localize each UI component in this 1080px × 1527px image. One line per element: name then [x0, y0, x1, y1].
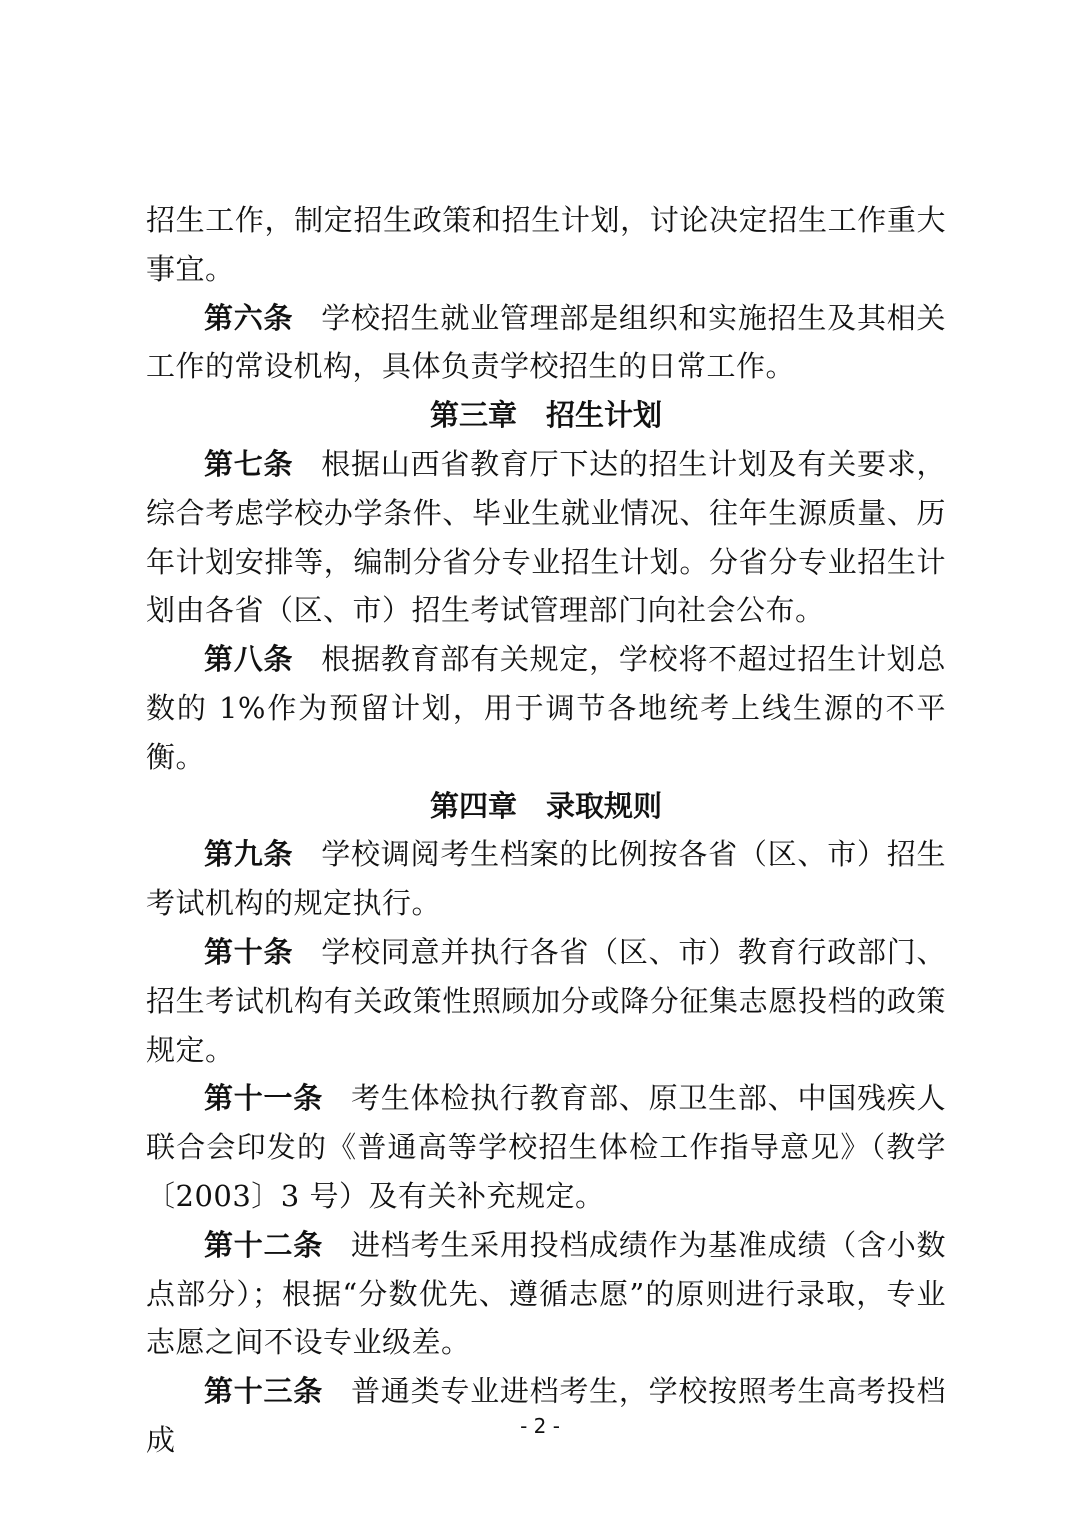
article-7-label: 第七条	[204, 446, 294, 481]
document-body	[146, 196, 946, 1465]
article-11-label: 第十一条	[204, 1081, 324, 1116]
article-13-text: 普通类专业进档考生，学校按照考生高考投档成	[146, 1374, 946, 1457]
article-12	[146, 1221, 946, 1367]
article-6-label: 第六条	[204, 300, 294, 335]
article-7-text: 根据山西省教育厅下达的招生计划及有关要求，综合考虑学校办学条件、毕业生就业情况、往年生源质量、历年计划安排等，编制分省分专业招生计划。分省分专业招生计划由各省（区、市）招生考试管理部门向社会公布。	[146, 446, 946, 628]
article-8-label: 第八条	[204, 642, 294, 677]
article-6-text: 学校招生就业管理部是组织和实施招生及其相关工作的常设机构，具体负责学校招生的日常工作。	[146, 300, 946, 384]
article-7	[146, 440, 946, 635]
article-9-label: 第九条	[204, 837, 294, 872]
article-9-text: 学校调阅考生档案的比例按各省（区、市）招生考试机构的规定执行。	[146, 837, 946, 921]
article-9	[146, 830, 946, 928]
article-12-label: 第十二条	[204, 1227, 324, 1262]
paragraph-continued: 招生工作，制定招生政策和招生计划，讨论决定招生工作重大事宜。	[146, 203, 946, 286]
article-11-text: 考生体检执行教育部、原卫生部、中国残疾人联合会印发的《普通高等学校招生体检工作指导意见》（教学〔2003〕3 号）及有关补充规定。	[146, 1081, 946, 1213]
article-8	[146, 635, 946, 781]
chapter-3-heading: 第三章 招生计划	[429, 398, 662, 433]
article-12-text: 进档考生采用投档成绩作为基准成绩（含小数点部分）；根据“分数优先、遵循志愿”的原则进行录取，专业志愿之间不设专业级差。	[146, 1227, 946, 1360]
chapter-4-heading: 第四章 录取规则	[429, 788, 662, 823]
article-10	[146, 928, 946, 1074]
article-8-text: 根据教育部有关规定，学校将不超过招生计划总数的 1%作为预留计划，用于调节各地统考上线生源的不平衡。	[146, 642, 946, 774]
article-10-label: 第十条	[204, 934, 294, 969]
article-10-text: 学校同意并执行各省（区、市）教育行政部门、招生考试机构有关政策性照顾加分或降分征集志愿投档的政策规定。	[146, 934, 946, 1067]
article-6	[146, 294, 946, 392]
page-number: - 2 -	[520, 1414, 560, 1438]
article-11	[146, 1074, 946, 1220]
article-13-label: 第十三条	[204, 1374, 324, 1409]
